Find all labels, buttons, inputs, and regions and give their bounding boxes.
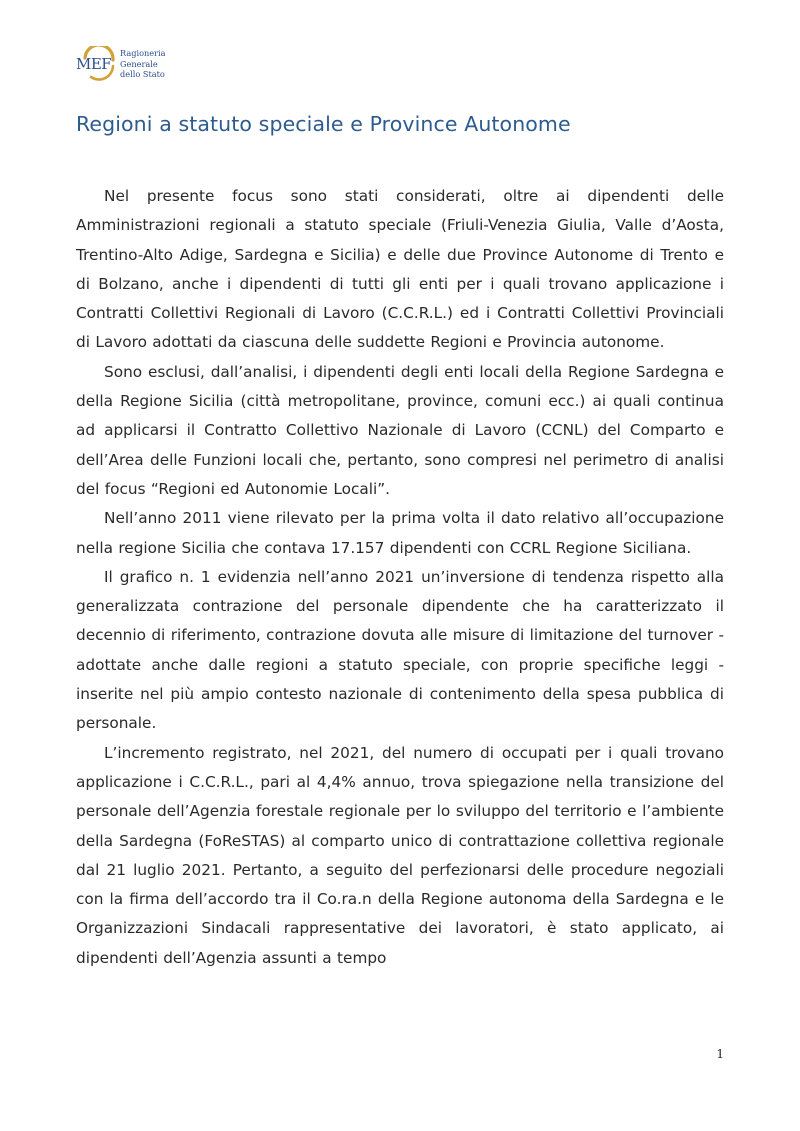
- mef-emblem: [75, 46, 117, 82]
- logo-caption: [120, 48, 166, 80]
- body-text: [76, 182, 724, 973]
- paragraph-2: Sono esclusi, dall’analisi, i dipendenti degli enti locali della Regione Sardegna e della Regione Sicilia (città metropolitane, province, comuni ecc.) ai quali continua ad applicarsi il Contratto Collettivo Nazionale di Lavoro (CCNL) del Comparto e dell’Area delle Funzioni locali che, pertanto, sono compresi nel perimetro di analisi del focus “Regioni ed Autonomie Locali”.: [76, 362, 724, 498]
- paragraph-1: Nel presente focus sono stati considerati, oltre ai dipendenti delle Amministrazioni regionali a statuto speciale (Friuli-Venezia Giulia, Valle d’Aosta, Trentino-Alto Adige, Sardegna e Sicilia) e delle due Province Autonome di Trento e di Bolzano, anche i dipendenti di tutti gli enti per i quali trovano applicazione i Contratti Collettivi Regionali di Lavoro (C.C.R.L.) ed i Contratti Collettivi Provinciali di Lavoro adottati da ciascuna delle suddette Regioni e Provincia autonome.: [76, 187, 724, 352]
- logo-line-2: Generale: [120, 58, 158, 69]
- page-title: Regioni a statuto speciale e Province Autonome: [76, 112, 571, 136]
- paragraph-4: Il grafico n. 1 evidenzia nell’anno 2021 un’inversione di tendenza rispetto alla generalizzata contrazione del personale dipendente che ha caratterizzato il decennio di riferimento, contrazione dovuta alle misure di limitazione del turnover - adottate anche dalle regioni a statuto speciale, con proprie specifiche leggi - inserite nel più ampio contesto nazionale di contenimento della spesa pubblica di personale.: [76, 567, 724, 733]
- logo-line-3: dello Stato: [120, 69, 165, 80]
- page-number: 1: [716, 1047, 724, 1061]
- logo-line-1: Ragioneria: [120, 48, 166, 59]
- logo-letters: MEF: [76, 55, 112, 73]
- paragraph-3: Nell’anno 2011 viene rilevato per la prima volta il dato relativo all’occupazione nella regione Sicilia che contava 17.157 dipendenti con CCRL Regione Siciliana.: [76, 509, 724, 557]
- paragraph-5: L’incremento registrato, nel 2021, del numero di occupati per i quali trovano applicazione i C.C.R.L., pari al 4,4% annuo, trova spiegazione nella transizione del personale dell’Agenzia forestale regionale per lo sviluppo del territorio e l’ambiente della Sardegna (FoReSTAS) al comparto unico di contrattazione collettiva regionale dal 21 luglio 2021. Pertanto, a seguito del perfezionarsi delle procedure negoziali con la firma dell’accordo tra il Co.ra.n della Regione autonoma della Sardegna e le Organizzazioni Sindacali rappresentative dei lavoratori, è stato applicato, ai dipendenti dell’Agenzia assunti a tempo: [76, 743, 724, 967]
- mef-logo: [75, 46, 166, 82]
